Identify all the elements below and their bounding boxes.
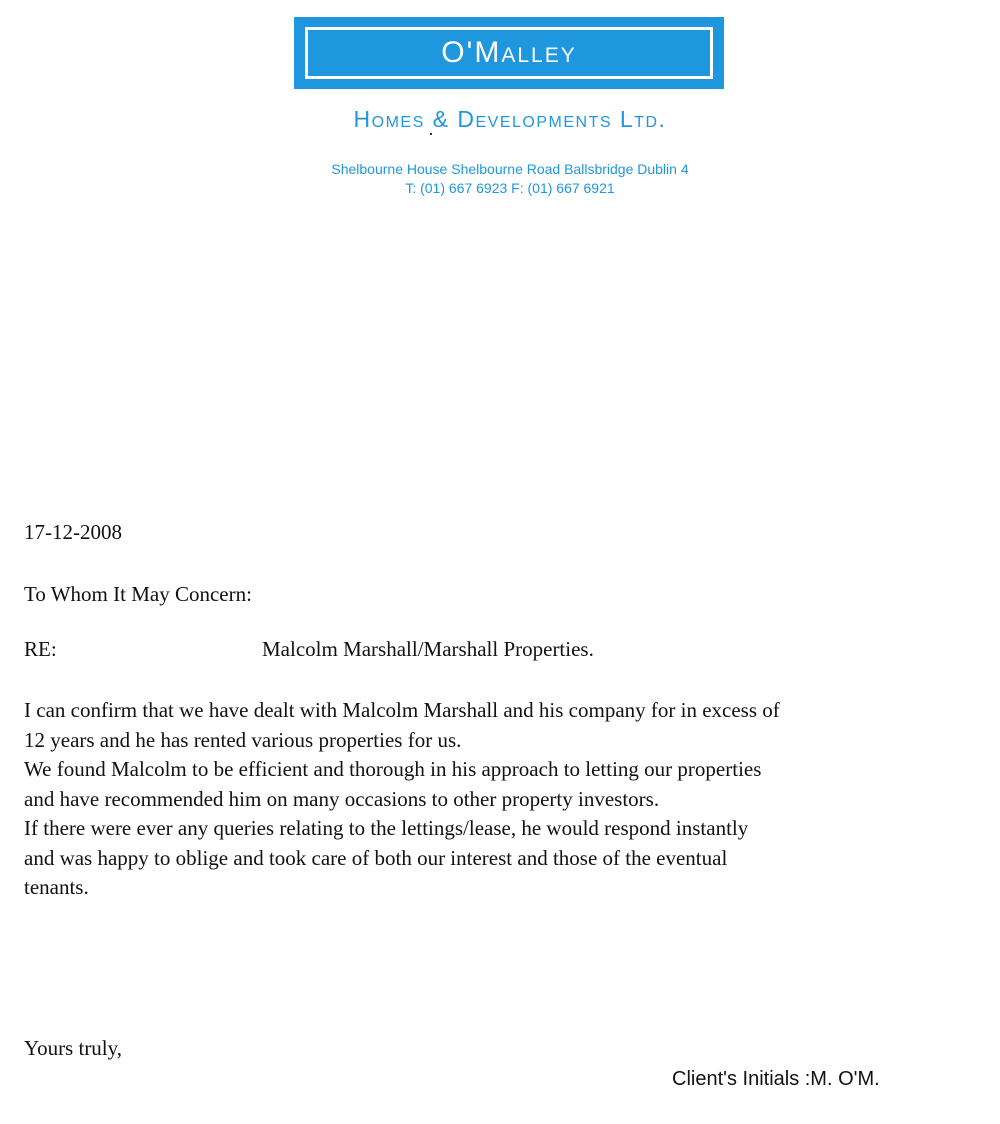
re-label: RE: xyxy=(24,637,57,661)
company-address xyxy=(0,160,1000,198)
address-line: Shelbourne House Shelbourne Road Ballsbridge Dublin 4 xyxy=(331,161,689,177)
letterhead-dot xyxy=(430,133,432,135)
body-line: and was happy to oblige and took care of both our interest and those of the eventual xyxy=(24,845,728,870)
salutation: To Whom It May Concern: xyxy=(24,582,252,606)
logo-frame xyxy=(305,27,713,79)
body-line: tenants. xyxy=(24,875,89,899)
phone-fax-line: T: (01) 667 6923 F: (01) 667 6921 xyxy=(405,180,615,196)
closing: Yours truly, xyxy=(24,1036,123,1060)
client-initials: Client's Initials :M. O'M. xyxy=(672,1068,880,1090)
body-line: I can confirm that we have dealt with Malcolm Marshall and his company for in excess of xyxy=(24,698,780,722)
company-name: Homes & Developments Ltd. xyxy=(353,106,667,132)
letterhead xyxy=(0,0,1000,210)
company-logo xyxy=(294,17,724,89)
body-line: If there were ever any queries relating to the lettings/lease, he would respond instantly xyxy=(24,816,749,840)
letter-body xyxy=(24,696,1000,903)
logo-text: O'Malley xyxy=(441,36,577,69)
letter-date: 17-12-2008 xyxy=(24,520,122,544)
re-subject: Malcolm Marshall/Marshall Properties. xyxy=(262,637,594,661)
body-line: and have recommended him on many occasions to other property investors. xyxy=(24,786,660,811)
body-line: We found Malcolm to be efficient and thorough in his approach to letting our properties xyxy=(24,757,762,781)
body-line: 12 years and he has rented various properties for us. xyxy=(24,727,462,752)
